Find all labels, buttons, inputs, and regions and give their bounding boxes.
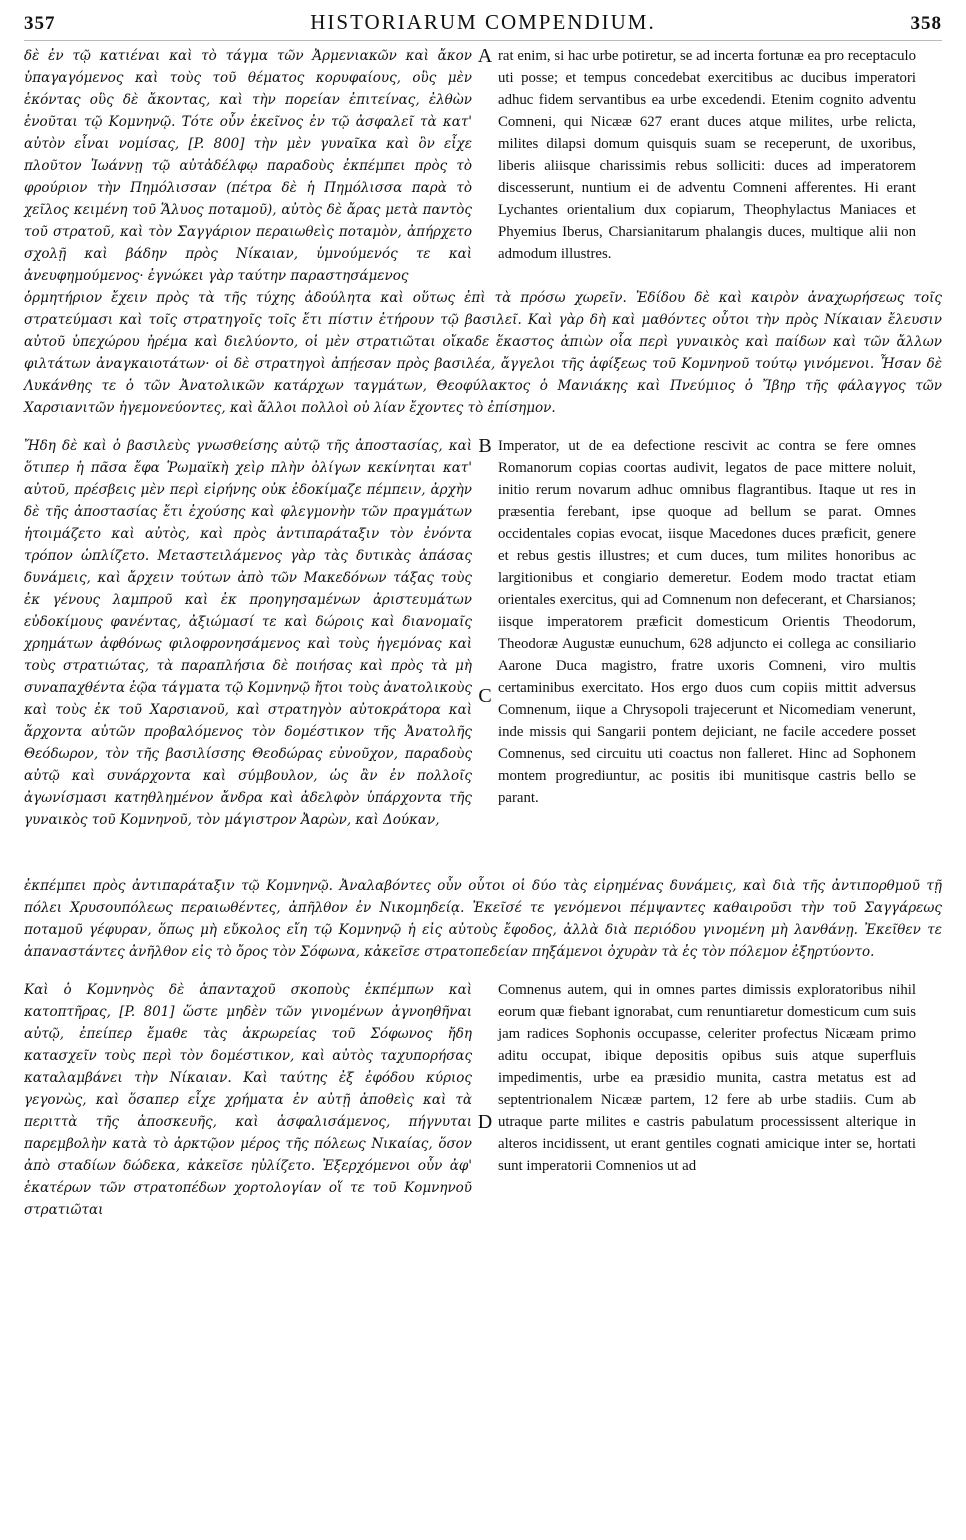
greek-full-width-paragraph: ἐκπέμπει πρὸς ἀντιπαράταξιν τῷ Κομνηνῷ. Ἀναλαβόντες οὖν οὗτοι οἱ δύο τὰς εἰρημένας δυνάμεις, καὶ διὰ τῆς ἀντιπορθμοῦ τῇ πόλει Χρυσουπόλεως περαιωθέντες, ἀπῆλθον ἐν Νικομηδείᾳ. Ἐκεῖσέ τε γενόμενοι πέμψαντες καθαιροῦσι τὴν τοῦ Σαγγάρεως ποταμοῦ γέφυραν, ὅπως μὴ εὔκολος εἴη τῷ Κομνηνῷ ἡ εἰς αὐτοὺς ἔφοδος, ἀλλὰ διὰ περιόδου γινομένη μὴ λανθάνῃ. Ἐκεῖθεν τε ἀπαναστάντες ἀνῆλθον εἰς τὸ ὄρος τὸν Σόφωνα, κἀκεῖσε στρατοπεδείαν πηξάμενοι ὀχυρὰν τὰ ἐς τὸν πόλεμον ἐξηρτύοντο. xyxy=(24,878,942,960)
left-page-number: 357 xyxy=(24,13,56,34)
greek-full-width-paragraph: ὁρμητήριον ἔχειν πρὸς τὰ τῆς τύχης ἀδούλητα καὶ οὕτως ἐπὶ τὰ πρόσω χωρεῖν. Ἐδίδου δὲ καὶ καιρὸν ἀναχωρήσεως τοῖς στρατεύμασι καὶ τοῖς στρατηγοῖς τοῖς ἔτι πίστιν ἐτήρουν τῷ βασιλεῖ. Καὶ γὰρ δὴ καὶ μαθόντες οὗτοι τὴν πρὸς Νίκαιαν ἔλευσιν αὐτοῦ ὑπεχώρου ἠρέμα καὶ διελύοντο, οἱ μὲν στρατιῶται οἴκαδε ἕκαστος ἀπιὼν οἷα περὶ γυναικὸς καὶ παίδων καὶ τῶν ἄλλων φιλτάτων ἀναγκαιοτάτων· οἱ δὲ στρατηγοὶ ἀπῄεσαν πρὸς βασιλέα, ἄγγελοι τῆς ἀφίξεως τοῦ Κομνηνοῦ τούτῳ γινόμενοι. Ἦσαν δὲ Λυκάνθης τε ὁ τῶν Ἀνατολικῶν κατάρχων ταγμάτων, Θεοφύλακτος ὁ Μανιάκης καὶ Πνεύμιος ὁ Ἴβηρ τῆς φάλαγγος τῶν Χαρσιανιτῶν ἡγεμονεύοντες, καὶ ἄλλοι πολλοὶ οὐ λίαν ἔχοντες τὸ ἐπίσημον. xyxy=(24,290,942,416)
greek-column: δὲ ἐν τῷ κατιέναι καὶ τὸ τάγμα τῶν Ἀρμενιακῶν καὶ ἄκον ὑπαγαγόμενος καὶ τοὺς τοῦ θέματος κορυφαίους, οὓς μὲν ἑκόντας οὓς δὲ ἄκοντας, καὶ τὴν πορείαν ἐπιτείνας, ἐλθὼν ἑνοῦται τῷ Κομνηνῷ. Τότε οὖν ἐκεῖνος ἐν τῷ ἀσφαλεῖ τὰ κατ' αὐτὸν εἶναι νομίσας, [P. 800] τὴν μὲν γυναῖκα καὶ ὃν εἶχε πλοῦτον Ἰωάννῃ τῷ αὐτἀδέλφῳ παραδοὺς ἐκπέμπει πρὸς τὸ φρούριον τὴν Πημόλισσαν (πέτρα δὲ ἡ Πημόλισσα παρὰ τὸ χεῖλος κειμένη τοῦ Ἅλυος ποταμοῦ), αὐτὸς δὲ ἄρας μετὰ παντὸς τοῦ στρατοῦ, καὶ τὸν Σαγγάριον περαιωθεὶς ποταμὸν, ἀπήρχετο σχολῇ καὶ βάδην πρὸς Νίκαιαν, ὑμνούμενός τε καὶ ἀνευφημούμενος· ἐγνώκει γὰρ ταύτην παραστησάμενος xyxy=(24,48,472,284)
running-header xyxy=(24,10,942,41)
section-marker-d: D xyxy=(477,1111,493,1133)
section-marker-b xyxy=(472,435,498,875)
section-marker-c: C xyxy=(478,685,492,707)
greek-column: Καὶ ὁ Κομνηνὸς δὲ ἁπανταχοῦ σκοποὺς ἐκπέμπων καὶ κατοπτῆρας, [P. 801] ὥστε μηδὲν τῶν γινομένων ἀγνοηθῆναι αὐτῷ, ἐπείπερ ἔμαθε τὰς ἀκρωρείας τοῦ Σόφωνος ἤδη κατασχεῖν τοὺς περὶ τὸν δομέστικον, καὶ αὐτὸς ταχυπορήσας καταλαμβάνει τὴν Νίκαιαν. Καὶ ταύτης ἐξ ἐφόδου κύριος γεγονὼς, καὶ ὅσαπερ εἶχε χρήματα ἐν αὐτῇ ἀποθεὶς καὶ τὰ περιττὰ τῆς ἀποσκευῆς, καὶ ἀσφαλισάμενος, πήγνυται παρεμβολὴν κατὰ τὸ ἀρκτῷον μέρος τῆς πόλεως Νικαίας, ὅσον ἀπὸ σταδίων δώδεκα, κἀκεῖσε ηὐλίζετο. Ἐξερχόμενοι οὖν ἀφ' ἑκατέρων τῶν στρατοπέδων χορτολογίαν οἵ τε τοῦ Κομνηνοῦ στρατιῶται xyxy=(24,982,472,1218)
section-marker-a: A xyxy=(477,45,493,67)
greek-column: Ἤδη δὲ καὶ ὁ βασιλεὺς γνωσθείσης αὐτῷ τῆς ἀποστασίας, καὶ ὅτιπερ ἡ πᾶσα ἔφα Ῥωμαϊκὴ χεὶρ πλὴν ὀλίγων κεκίνηται κατ' αὐτοῦ, πρέσβεις μὲν περὶ εἰρήνης οὐκ ἐδοκίμαζε πέμπειν, ἀρχὴν δὲ τῆς ἀποστασίας ἔτι ἐχούσης καὶ φλεγμονὴν τῶν πραγμάτων ἡτοιμάζετο καὶ αὐτὸς, καὶ πρὸς ἀντιπαράταξιν τὸν ἐνόντα τρόπον ὡπλίζετο. Μεταστειλάμενος γὰρ τὰς δυτικὰς ἁπάσας δυνάμεις, καὶ ἄρχειν τούτων ἀπὸ τῶν Μακεδόνων τάξας τοὺς ἐκ γένους λαμπροῦ καὶ ἐκ προηγησαμένων ἀριστευμάτων εὐδοκίμους φανέντας, ἀξιώμασί τε καὶ δώροις καὶ διανομαῖς χρημάτων ἀφθόνως φιλοφρονησάμενος καὶ τοὺς ἡγεμόνας καὶ τοὺς στρατιώτας, τὰ παραπλήσια δὲ ποιήσας καὶ πρὸς τὰ μὴ συναπαχθέντα ἑῷα τάγματα τῷ Κομνηνῷ ἤτοι τοὺς ἀνατολικοὺς καὶ τοὺς ἐκ τοῦ Χαρσιανοῦ, καὶ στρατηγὸν αὐτοκράτορα καὶ ἄρχοντα αὐτῶν προβαλόμενος τὸν δομέστικον τῆς Ἀνατολῆς Θεόδωρον, τὸν τῆς βασιλίσσης Θεοδώρας εὐνοῦχον, παραδοὺς αὐτῷ καὶ συνάρχοντα καὶ σύμβουλον, ὡς ἂν ἐν πολλοῖς ἀγωνίσμασι κατηθλημένον ἄνδρα καὶ ἀδελφὸν ὑπάρχοντα τῆς γυναικὸς τοῦ Κομνηνοῦ, τὸν μάγιστρον Ἀαρὼν, καὶ Δούκαν, xyxy=(24,438,472,828)
section-b xyxy=(24,435,942,875)
latin-column: Imperator, ut de ea defectione rescivit ac contra se fere omnes Romanorum copias coortas audivit, legatos de pace mittere noluit, initio rerum novarum adhuc omnibus flagrantibus. Itaque ut res in præsentia ferebant, ipse quoque ad bellum se parat. Omnes occidentales copias evocat, iisque Macedones duces præficit, genere et rebus gestis illustres; et cum duces, tum milites honoribus ac largitionibus et congiario demeretur. Eodem modo tractat etiam orientales exercitus, qui ad Comnenum non defecerant, et Charsianos; iisque imperatorem præficit domesticum Orientis Theodorum, Theodoræ Augustæ eunuchum, 628 adjuncto ei collega ac consiliario Aarone Duca magistro, fratre uxoris Comneni, viro multis certaminibus exercitato. Hos ergo duos cum copiis mittit adversus Comnenum, iique a Chrysopoli trajecerunt et Nicomediam venerunt, inde missis qui Sangarii pontem dejiciant, ne facile accedere posset Comnenus, sed circuitu uti coactus non falleret. Hinc ad Sophonem montem progrediuntur, ac positis ibi munitisque castris bello se parant. xyxy=(498,438,916,806)
latin-column: Comnenus autem, qui in omnes partes dimissis exploratoribus nihil eorum quæ fiebant ignorabat, cum renuntiaretur domesticum cum suis jam radices Sophonis occupasse, celeriter profectus Nicæam primo aditu occupat, ibique depositis opibus suis atque superfluis impedimentis, urbe ea præsidio munita, castra metatus est ad septentrionalem Nicææ partem, 12 fere ab urbe stadiis. Cum ab utraque parte milites e castris pabulatum processissent alterique in alteros incidissent, ut erant gentiles cognati amicique inter se, hortati sunt imperatorii Comnenios ut ad xyxy=(498,982,916,1174)
latin-column: rat enim, si hac urbe potiretur, se ad incerta fortunæ ea pro receptaculo uti posse; et tempus concedebat exercitibus ac ducibus imperatori adhuc fidem servantibus ea urbe excedendi. Etenim cognito adventu Comneni, qui Nicææ 627 erant duces atque milites, urbe relicta, milites dilapsi domum quisquis suam se receperunt, de uxoribus, liberis aliisque charissimis rebus solliciti: duces ad imperatorem discesserunt, nuntium ei de adventu Comneni afferentes. Hi erant Lychantes orientalium dux copiarum, Theophylactus Maniaces et Phyemius Iberus, Charsianitarum phalangis duces, multique alii non admodum illustres. xyxy=(498,48,916,262)
section-d xyxy=(24,979,942,1221)
running-title: HISTORIARUM COMPENDIUM. xyxy=(310,10,656,34)
right-page-number: 358 xyxy=(910,13,942,34)
section-a xyxy=(24,45,942,287)
section-marker-b-letter: B xyxy=(478,435,492,457)
section-marker-d-wrap xyxy=(472,979,498,1179)
